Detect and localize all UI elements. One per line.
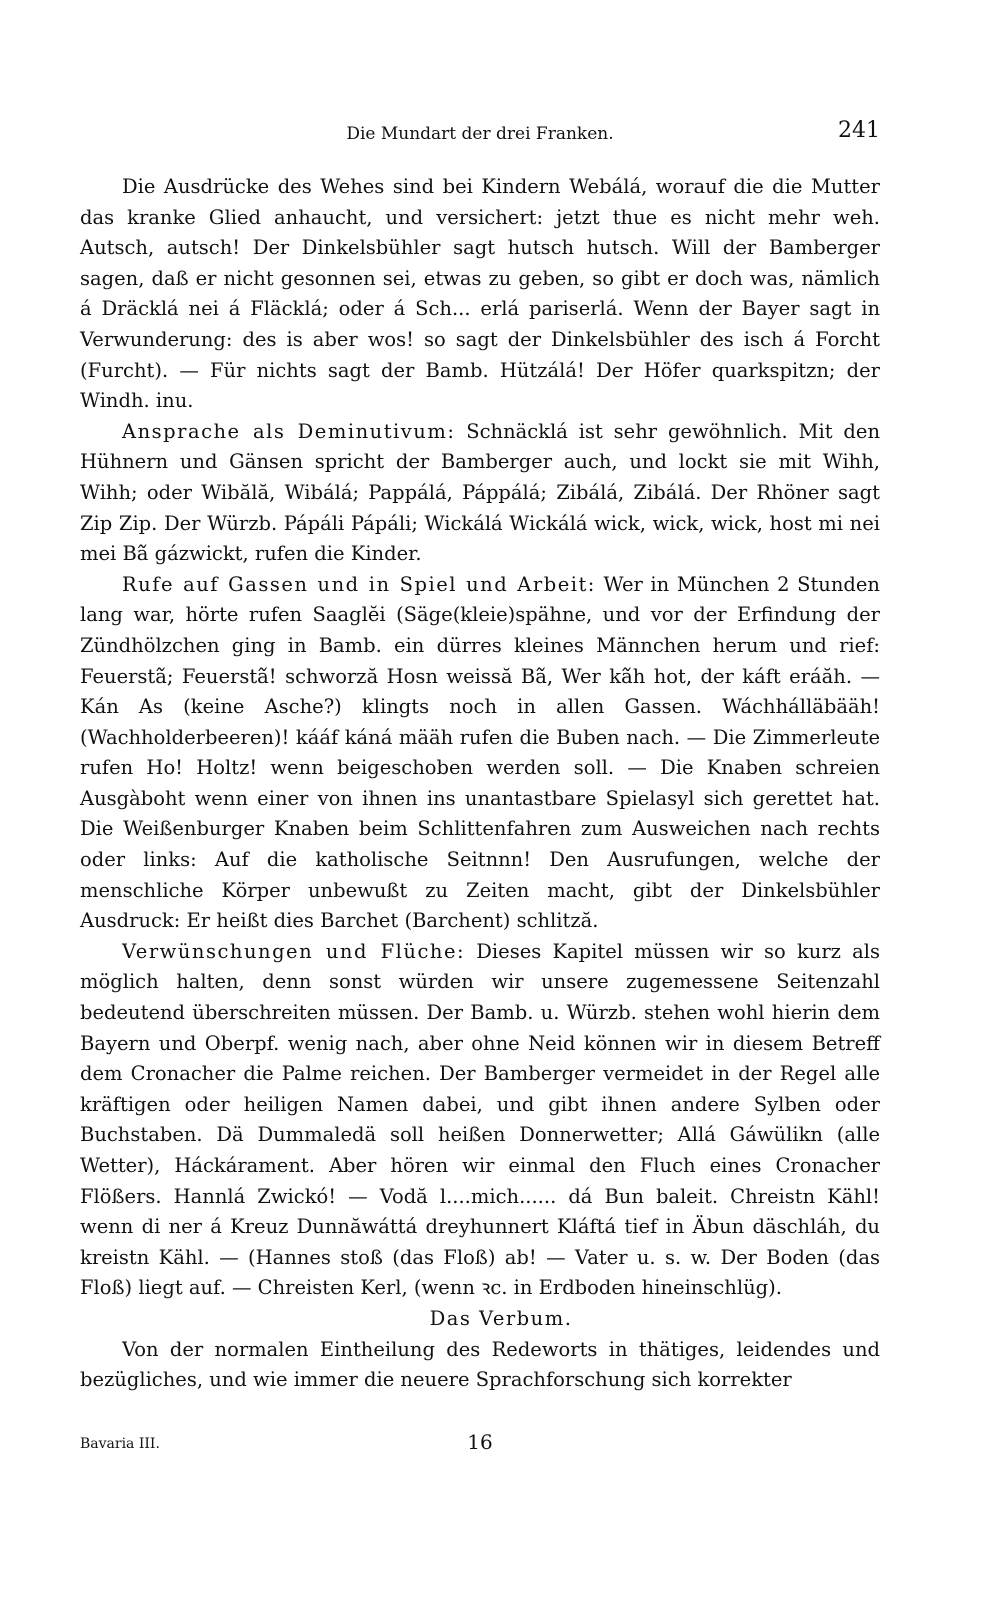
section-heading: Das Verbum. [429,1306,573,1330]
sheet-number: 16 [467,1430,493,1454]
paragraph-rufe [80,570,880,937]
paragraph-text-ansprache: Schnäcklá ist sehr gewöhnlich. Mit den Hühnern und Gänsen spricht der Bamberger auch, und lockt sie mit Wihh, Wihh; oder Wibălă, Wibálá; Pappálá, Páppálá; Zibálá, Zibálá. Der Rhöner sagt Zip Zip. Der Würzb. Pápáli Pápáli; Wickálá Wickálá wick, wick, wick, host mi nei mei Ba᷉ gázwickt, rufen die Kinder. [80,419,880,566]
paragraph-lead-rufe: Rufe auf Gassen und in Spiel und Arbeit: [122,572,596,596]
paragraph-text-rufe: Wer in München 2 Stunden lang war, hörte rufen Saaglĕi (Säge(kleie)spähne, und vor der Erfindung der Zündhölzchen ging in Bamb. ein dürres kleines Männchen herum und rief: Feuersta᷉; Feuersta᷉! schworză Hosn weissă Ba᷉, Wer ka᷉h hot, der káft eráăh. — Kán As (keine Asche?) klingts noch in allen Gassen. Wáchhálläbääh! (Wachholderbeeren)! kááf káná määh rufen die Buben nach. — Die Zimmerleute rufen Ho! Holtz! wenn beigeschoben werden soll. — Die Knaben schreien Ausgàboht wenn einer von ihnen ins unantastbare Spielasyl sich gerettet hat. Die Weißenburger Knaben beim Schlittenfahren zum Ausweichen nach rechts oder links: Auf die katholische Seitnnn! Den Ausrufungen, welche der menschliche Körper unbewußt zu Zeiten macht, gibt der Dinkelsbühler Ausdruck: Er heißt dies Barchet (Barchent) schlitză. [80,572,880,933]
running-title: Die Mundart der drei Franken. [346,124,614,144]
paragraph-verbum: Von der normalen Eintheilung des Redeworts in thätiges, leidendes und bezügliches, und wie immer die neuere Sprachforschung sich korrekter [80,1337,880,1392]
page-footer [80,1428,880,1458]
paragraph-lead-ansprache: Ansprache als Deminutivum: [122,419,456,443]
paragraph-verwuenschungen [80,937,880,1304]
paragraph-text-verwuenschungen: Dieses Kapitel müssen wir so kurz als möglich halten, denn sonst würden wir unsere zugemessene Seitenzahl bedeutend überschreiten müssen. Der Bamb. u. Würzb. stehen wohl hierin dem Bayern und Oberpf. wenig nach, aber ohne Neid können wir in diesem Betreff dem Cronacher die Palme reichen. Der Bamberger vermeidet in der Regel alle kräftigen oder heiligen Namen dabei, und gibt ihnen andere Sylben oder Buchstaben. Dä Dummaledä soll heißen Donnerwetter; Allá Gáwülikn (alle Wetter), Háckárament. Aber hören wir einmal den Fluch eines Cronacher Flößers. Hannlá Zwickó! — Vodă l....mich...... dá Bun baleit. Chreistn Kähl! wenn di ner á Kreuz Dunnăwáttá dreyhunnert Kláftá tief in Äbun däschláh, du kreistn Kähl. — (Hannes stoß (das Floß) ab! — Vater u. s. w. Der Boden (das Floß) liegt auf. — Chreisten Kerl, (wenn ꝛc. in Erdboden hineinschlüg). [80,939,880,1300]
page-body [80,172,880,1396]
page-number: 241 [838,118,880,143]
paragraph-ansprache [80,417,880,570]
page-header [80,118,880,150]
footer-signature: Bavaria III. [80,1436,160,1452]
paragraph-ausdruecke-des-wehes: Die Ausdrücke des Wehes sind bei Kindern Webálá, worauf die die Mutter das kranke Glied anhaucht, und versichert: jetzt thue es nicht mehr weh. Autsch, autsch! Der Dinkelsbühler sagt hutsch hutsch. Will der Bamberger sagen, daß er nicht gesonnen sei, etwas zu geben, so gibt er doch was, nämlich á Dräcklá nei á Fläcklá; oder á Sch... erlá pariserlá. Wenn der Bayer sagt in Verwunderung: des is aber wos! so sagt der Dinkelsbühler des isch á Forcht (Furcht). — Für nichts sagt der Bamb. Hützálá! Der Höfer quarkspitzn; der Windh. inu. [80,175,880,413]
paragraph-lead-verwuenschungen: Verwünschungen und Flüche: [122,939,466,963]
